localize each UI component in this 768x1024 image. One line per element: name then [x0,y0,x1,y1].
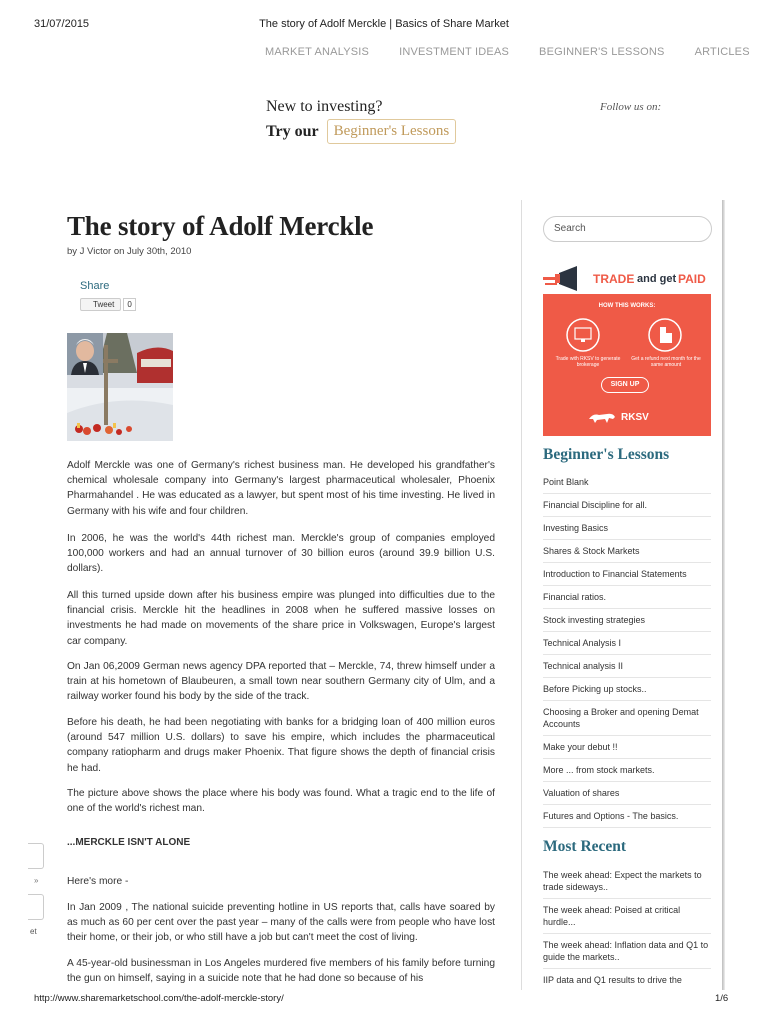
article-paragraph: In 2006, he was the world's 44th richest man. Merckle's group of companies employed 100,000 workers and had an annual turnover of 30 billion euros (around 39.9 billion U.S. dollars). [67,533,495,575]
lesson-link[interactable]: Introduction to Financial Statements [543,563,711,586]
bull-logo-icon [587,409,617,425]
print-date: 31/07/2015 [34,18,90,30]
lesson-link[interactable]: Before Picking up stocks.. [543,678,711,701]
nav-market-analysis[interactable]: MARKET ANALYSIS [265,46,370,58]
article-photo [67,333,173,441]
nav-beginners-lessons[interactable]: BEGINNER'S LESSONS [539,46,665,58]
beginners-lessons-heading: Beginner's Lessons [543,446,670,463]
ad-header [543,263,711,294]
main-nav [250,46,765,58]
lesson-link[interactable]: Financial Discipline for all. [543,494,711,517]
tweet-button[interactable]: Tweet [80,298,121,311]
share-link[interactable]: Share [80,280,110,292]
sidebar-edge [722,200,725,990]
floating-share-glyph: et [30,927,37,936]
lesson-link[interactable]: More ... from stock markets. [543,759,711,782]
ad-step-2: Get a refund next month for the same amount [631,356,701,368]
tweet-widget [80,298,136,311]
article-byline: by J Victor on July 30th, 2010 [67,246,192,257]
article-lead-in: Here's more - [67,876,129,887]
ad-how-it-works: HOW THIS WORKS: [598,303,656,309]
lesson-link[interactable]: Shares & Stock Markets [543,540,711,563]
recent-post-link[interactable]: The week ahead: Inflation data and Q1 to guide the markets.. [543,934,711,969]
lesson-link[interactable]: Technical analysis II [543,655,711,678]
article-title: The story of Adolf Merckle [67,211,374,241]
tweet-count: 0 [123,298,135,311]
ad-headline-paid: PAID [678,272,706,286]
beginners-lessons-list [543,471,711,828]
promo-row [266,119,456,144]
article-paragraph: Before his death, he had been negotiating with banks for a bridging loan of 400 million euros (around 547 million U.S. dollars) to save his empire, which includes the pharmaceutical company ratiopharm and drugs maker Phoenix. That figure shows the depth of financial crisis he had. [67,717,495,774]
lesson-link[interactable]: Futures and Options - The basics. [543,805,711,828]
memorial-photo-illustration [67,333,173,441]
article-subheading: ...MERCKLE ISN'T ALONE [67,837,191,848]
lesson-link[interactable]: Choosing a Broker and opening Demat Accounts [543,701,711,736]
beginners-lessons-button[interactable]: Beginner's Lessons [327,119,457,144]
recent-post-link[interactable]: The week ahead: Poised at critical hurdle... [543,899,711,934]
ad-headline-and-get: and get [637,273,677,285]
lesson-link[interactable]: Investing Basics [543,517,711,540]
recent-post-link[interactable]: The week ahead: Expect the markets to trade sideways.. [543,864,711,899]
nav-investment-ideas[interactable]: INVESTMENT IDEAS [399,46,510,58]
print-page-number: 1/6 [715,993,729,1004]
most-recent-heading: Most Recent [543,838,627,855]
nav-articles[interactable]: ARTICLES [694,46,750,58]
lesson-link[interactable]: Point Blank [543,471,711,494]
column-divider [521,200,522,990]
ad-brand: RKSV [621,412,649,423]
promo-try-our: Try our [266,122,319,140]
article-paragraph: All this turned upside down after his business empire was plunged into difficulties due to the financial crisis. Merckle hit the headlines in 2008 when he suffered massive losses on investments he had made on movements of the share price in Volkswagen, Europe's largest car company. [67,590,495,647]
ad-step-1: Trade with RKSV to generate brokerage [555,356,621,368]
article-paragraph: Adolf Merckle was one of Germany's richest business man. He developed his grandfather's chemical wholesale company into Germany's largest pharmaceutical wholesaler, Phoenix Pharmahandel . He was educated as a lawyer, but spent most of his time investing. He lived in Germany with his wife and four children. [67,460,495,517]
lesson-link[interactable]: Technical Analysis I [543,632,711,655]
lesson-link[interactable]: Stock investing strategies [543,609,711,632]
article-paragraph: The picture above shows the place where his body was found. What a tragic end to the life of one of the world's richest man. [67,788,495,815]
article-paragraph: A 45-year-old businessman in Los Angeles murdered five members of his family before turning the gun on himself, saying in a suicide note that he had done so because of his [67,958,495,985]
lesson-link[interactable]: Financial ratios. [543,586,711,609]
floating-share-glyph: » [34,876,39,885]
print-page-title: The story of Adolf Merckle | Basics of Share Market [259,18,509,30]
lesson-link[interactable]: Make your debut !! [543,736,711,759]
print-footer-url: http://www.sharemarketschool.com/the-adolf-merckle-story/ [34,993,284,1004]
recent-post-link[interactable]: IIP data and Q1 results to drive the [543,975,682,985]
lesson-link[interactable]: Valuation of shares [543,782,711,805]
ad-steps-icons [565,317,689,357]
follow-us-label: Follow us on: [600,101,662,113]
most-recent-list [543,864,711,989]
article-paragraph: In Jan 2009 , The national suicide preventing hotline in US reports that, calls have soared by as much as 60 per cent over the past year – many of the calls were from people who have lost their home, or their job, or who still have a job but can't meet the cost of living. [67,902,495,944]
article-paragraph: On Jan 06,2009 German news agency DPA reported that – Merckle, 74, threw himself under a train at his hometown of Blaubeuren, a small town near southern Germany city of Ulm, and a railway worker found his body by the side of the track. [67,661,495,703]
floating-share-tab[interactable] [28,843,44,869]
ad-sign-up-button[interactable]: SIGN UP [601,377,649,393]
promo-headline: New to investing? [266,98,383,115]
rksv-ad-banner[interactable] [543,263,711,436]
ad-headline-trade: TRADE [593,272,635,286]
search-input[interactable]: Search [543,216,712,242]
floating-share-tab[interactable] [28,894,44,920]
